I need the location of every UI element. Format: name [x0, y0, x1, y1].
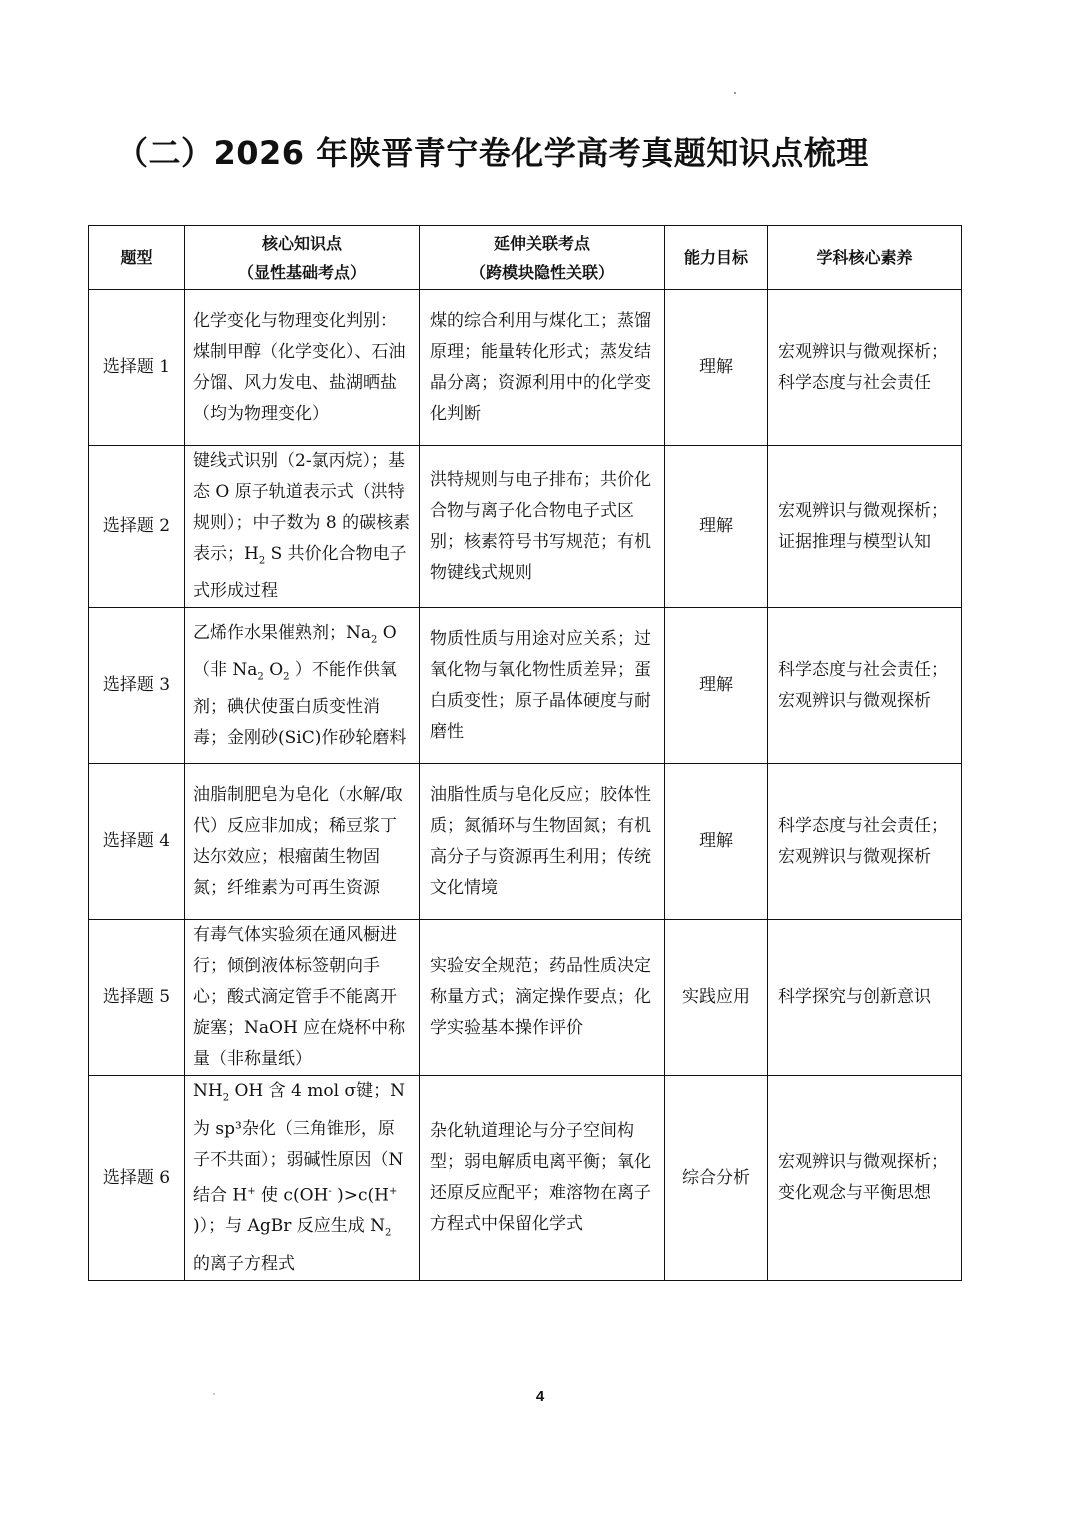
ability-goal: 理解 — [665, 608, 768, 764]
core-literacy: 科学态度与社会责任；宏观辨识与微观探析 — [768, 764, 962, 920]
header-ext — [420, 226, 665, 290]
header-ext-line1: 延伸关联考点 — [493, 233, 590, 253]
question-type: 选择题 3 — [89, 608, 185, 764]
core-knowledge: 乙烯作水果催熟剂；$Na_2$ O（非 $Na_2$ $O_2$ ）不能作供氧剂；碘伏使蛋白质变性消毒；金刚砂(SiC)作砂轮磨料 — [185, 608, 420, 764]
core-knowledge: $NH_2$ OH 含 4 mol σ键；N 为 sp³杂化（三角锥形，原子不共面）；弱碱性原因（N 结合 H+ 使 c(OH- )>c(H+ )）；与 AgBr 反应生成 $N_2$ 的离子方程式 — [185, 1076, 420, 1280]
header-type: 题型 — [89, 226, 185, 290]
knowledge-table — [88, 225, 962, 1281]
question-type: 选择题 6 — [89, 1076, 185, 1280]
ability-goal: 综合分析 — [665, 1076, 768, 1280]
core-literacy: 科学探究与创新意识 — [768, 920, 962, 1076]
extended-points: 煤的综合利用与煤化工；蒸馏原理；能量转化形式；蒸发结晶分离；资源利用中的化学变化判断 — [420, 290, 665, 446]
extended-points: 油脂性质与皂化反应；胶体性质；氮循环与生物固氮；有机高分子与资源再生利用；传统文化情境 — [420, 764, 665, 920]
header-core — [185, 226, 420, 290]
table-row — [89, 920, 962, 1076]
header-ext-line2: （跨模块隐性关联） — [469, 262, 614, 282]
table-row — [89, 290, 962, 446]
question-type: 选择题 5 — [89, 920, 185, 1076]
core-literacy: 宏观辨识与微观探析；证据推理与模型认知 — [768, 446, 962, 608]
table-row — [89, 608, 962, 764]
header-ability: 能力目标 — [665, 226, 768, 290]
table-row — [89, 446, 962, 608]
core-knowledge: 有毒气体实验须在通风橱进行；倾倒液体标签朝向手心；酸式滴定管手不能离开旋塞；NaOH 应在烧杯中称量（非称量纸） — [185, 920, 420, 1076]
header-literacy: 学科核心素养 — [768, 226, 962, 290]
core-literacy: 科学态度与社会责任；宏观辨识与微观探析 — [768, 608, 962, 764]
question-type: 选择题 1 — [89, 290, 185, 446]
core-literacy: 宏观辨识与微观探析；科学态度与社会责任 — [768, 290, 962, 446]
page-number: 4 — [535, 1388, 545, 1405]
table-header-row — [89, 226, 962, 290]
table-row — [89, 764, 962, 920]
core-knowledge: 键线式识别（2-氯丙烷）；基态 O 原子轨道表示式（洪特规则）；中子数为 8 的碳核素表示；$H_2$ S 共价化合物电子式形成过程 — [185, 446, 420, 608]
ability-goal: 理解 — [665, 290, 768, 446]
page-title: （二）2026 年陕晋青宁卷化学高考真题知识点梳理 — [116, 134, 869, 172]
extended-points: 物质性质与用途对应关系；过氧化物与氧化物性质差异；蛋白质变性；原子晶体硬度与耐磨性 — [420, 608, 665, 764]
extended-points: 杂化轨道理论与分子空间构型；弱电解质电离平衡；氧化还原反应配平；难溶物在离子方程式中保留化学式 — [420, 1076, 665, 1280]
header-core-line1: 核心知识点 — [261, 233, 342, 253]
ability-goal: 理解 — [665, 446, 768, 608]
ability-goal: 实践应用 — [665, 920, 768, 1076]
core-knowledge: 化学变化与物理变化判别：煤制甲醇（化学变化）、石油分馏、风力发电、盐湖晒盐（均为物理变化） — [185, 290, 420, 446]
table-row — [89, 1076, 962, 1280]
core-knowledge: 油脂制肥皂为皂化（水解/取代）反应非加成；稀豆浆丁达尔效应；根瘤菌生物固氮；纤维素为可再生资源 — [185, 764, 420, 920]
ability-goal: 理解 — [665, 764, 768, 920]
scan-speck — [734, 92, 736, 94]
question-type: 选择题 4 — [89, 764, 185, 920]
core-literacy: 宏观辨识与微观探析；变化观念与平衡思想 — [768, 1076, 962, 1280]
question-type: 选择题 2 — [89, 446, 185, 608]
header-core-line2: （显性基础考点） — [237, 262, 366, 282]
extended-points: 洪特规则与电子排布；共价化合物与离子化合物电子式区别；核素符号书写规范；有机物键线式规则 — [420, 446, 665, 608]
extended-points: 实验安全规范；药品性质决定称量方式；滴定操作要点；化学实验基本操作评价 — [420, 920, 665, 1076]
